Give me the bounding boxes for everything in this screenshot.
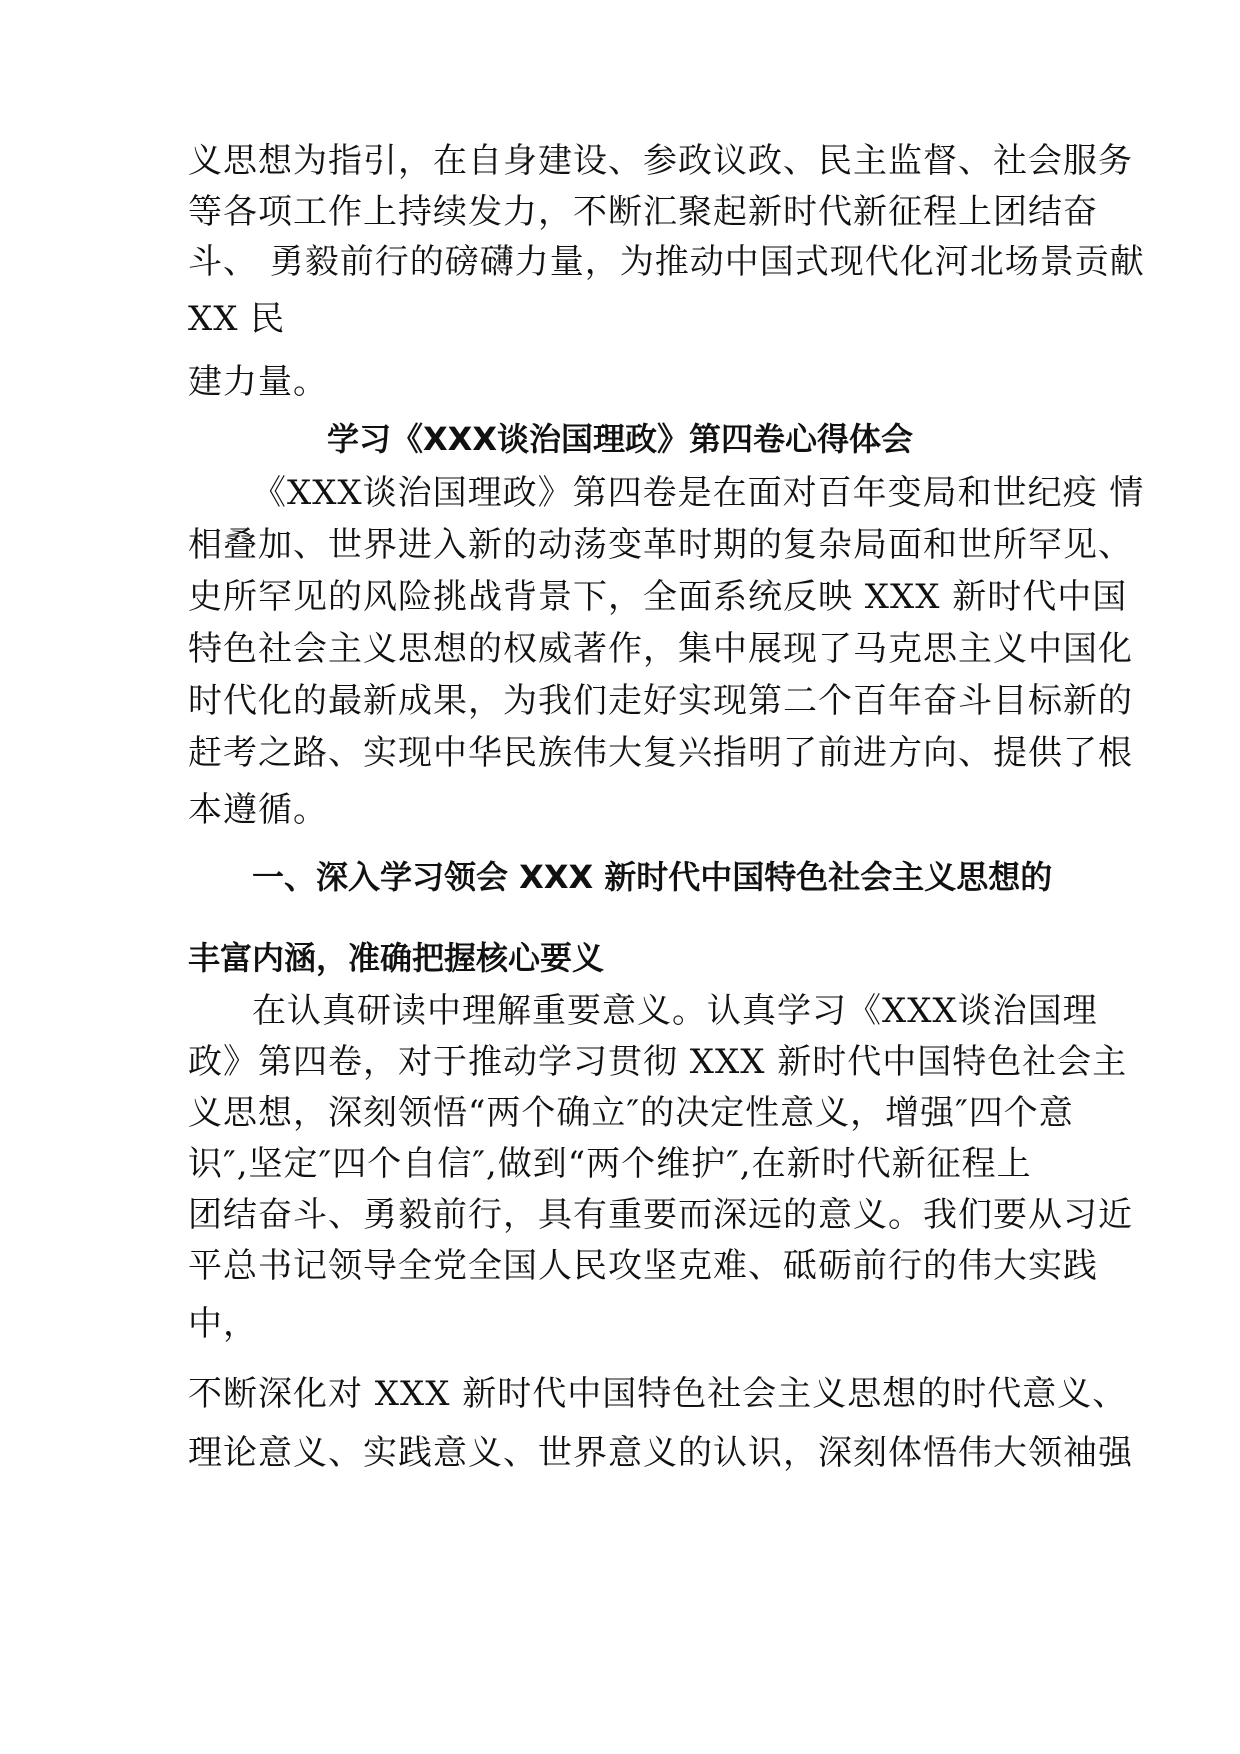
intro-line-7: 本遵循。 [188,790,328,830]
section-line-1: 在认真研读中理解重要意义。认真学习《XXX谈治国理 [252,991,1098,1031]
intro-line-4: 特色社会主义思想的权威著作，集中展现了马克思主义中国化 [188,629,1133,669]
intro-line-1: 《XXX谈治国理政》第四卷是在面对百年变局和世纪疫 情 [252,473,1145,513]
section-line-4: 识″,坚定″四个自信″,做到“两个维护″,在新时代新征程上 [188,1144,1032,1184]
section-line-3: 义思想，深刻领悟“两个确立″的决定性意义，增强″四个意 [188,1093,1074,1133]
continuation-line-1: 义思想为指引，在自身建设、参政议政、民主监督、社会服务 [188,141,1133,181]
section-line-2: 政》第四卷，对于推动学习贯彻 XXX 新时代中国特色社会主 [188,1042,1128,1082]
section-heading-line-2: 丰富内涵，准确把握核心要义 [188,939,605,977]
section-line-5: 团结奋斗、勇毅前行，具有重要而深远的意义。我们要从习近 [188,1195,1133,1235]
intro-line-6: 赶考之路、实现中华民族伟大复兴指明了前进方向、提供了根 [188,733,1133,773]
intro-line-3: 史所罕见的风险挑战背景下，全面系统反映 XXX 新时代中国 [188,577,1128,617]
continuation-line-4: XX 民 [188,299,286,339]
section-line-9: 理论意义、实践意义、世界意义的认识，深刻体悟伟大领袖强 [188,1433,1133,1473]
continuation-line-3: 斗、 勇毅前行的磅礴力量，为推动中国式现代化河北场景贡献 [188,242,1145,282]
continuation-line-5: 建力量。 [188,362,328,402]
continuation-line-2: 等各项工作上持续发力，不断汇聚起新时代新征程上团结奋 [188,192,1098,232]
section-heading-line-1: 一、深入学习领会 XXX 新时代中国特色社会主义思想的 [252,858,1053,896]
section-line-8: 不断深化对 XXX 新时代中国特色社会主义思想的时代意义、 [188,1374,1128,1414]
intro-line-2: 相叠加、世界进入新的动荡变革时期的复杂局面和世所罕见、 [188,525,1133,565]
section-line-6: 平总书记领导全党全国人民攻坚克难、砥砺前行的伟大实践 [188,1246,1098,1286]
section-line-7: 中， [188,1304,258,1344]
intro-line-5: 时代化的最新成果，为我们走好实现第二个百年奋斗目标新的 [188,681,1133,721]
document-title: 学习《XXX谈治国理政》第四卷心得体会 [326,420,914,458]
